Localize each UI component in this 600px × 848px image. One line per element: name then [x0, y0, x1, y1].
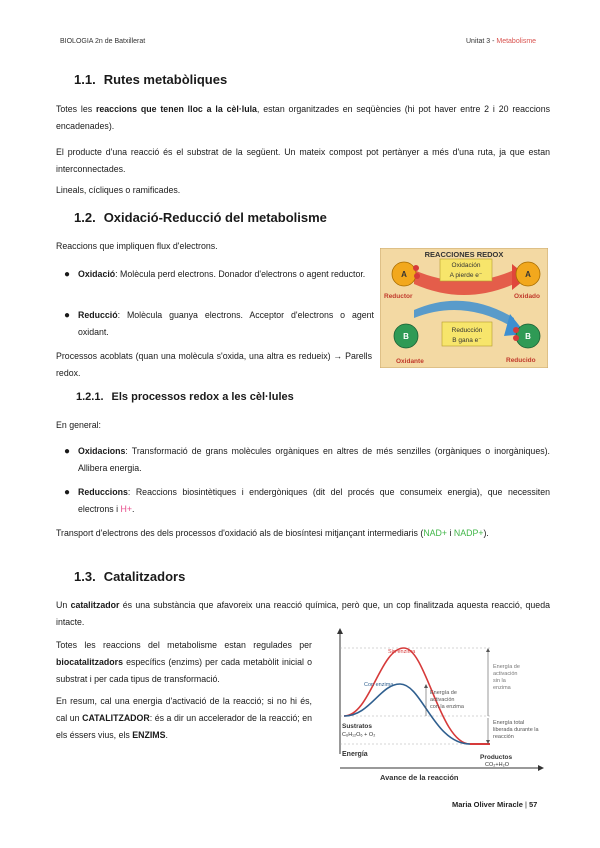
running-header-unit-prefix: Unitat 3 -	[466, 38, 497, 45]
oxidante-label: Oxidante	[396, 358, 424, 365]
ea-no-enzyme-label: Energía de activación sin la enzima	[493, 664, 520, 691]
electron-dot-icon	[413, 265, 419, 271]
productos-label: Productos	[480, 754, 513, 761]
oxidacion-label: Oxidación	[451, 262, 481, 269]
molecule-a-oxidized-letter: A	[525, 270, 531, 279]
para-transport: Transport d'electrons des dels processos d'oxidació als de biosíntesi mitjançant intermediaris (NAD+ i NADP+).	[56, 528, 489, 538]
reduccion-label: Reducción	[451, 327, 483, 334]
electron-dot-icon	[513, 327, 519, 333]
para-reactions: Totes les reaccions que tenen lloc a la cèl·lula, estan organitzades en seqüències (hi pot haver entre 2 i 20 reaccions encadenades).	[56, 104, 550, 131]
x-axis-label: Avance de la reacción	[380, 773, 459, 782]
redox-reactions-figure	[380, 248, 548, 368]
running-header-unit	[466, 38, 536, 45]
para-redox-intro: Reaccions que impliquen flux d'electrons.	[56, 241, 218, 251]
sustratos-formula: C₆H₁₂O₆ + O₂	[342, 732, 376, 738]
para-in-general: En general:	[56, 420, 101, 430]
running-header-unit-accent: Metabolisme	[496, 38, 537, 45]
para-catalyst-def: Un catalitzador és una substància que afavoreix una reacció química, però que, un cop finalitzada aquesta reacció, queda intacte.	[56, 600, 550, 627]
para-coupled: Processos acoblats (quan una molècula s'oxida, una altra es redueix) → Parells redox.	[56, 351, 372, 378]
molecule-b-letter: B	[403, 332, 409, 341]
y-axis-label: Energía	[342, 751, 368, 758]
a-pierde-label: A pierde e⁻	[449, 272, 483, 279]
molecule-a-letter: A	[401, 270, 407, 279]
oxidado-label: Oxidado	[514, 293, 541, 300]
total-energy-label: Energía total liberada durante la reacción	[493, 720, 539, 740]
sustratos-label: Sustratos	[342, 723, 372, 730]
bullet-dot-icon: ●	[64, 487, 71, 498]
bullet-dot-icon: ●	[64, 269, 71, 280]
footer-author-page: Maria Oliver Miracle | 57	[452, 800, 538, 809]
heading-1-3: 1.3. Catalitzadors	[74, 569, 186, 584]
para-biocatalysts: Totes les reaccions del metabolisme estan regulades per biocatalitzadors específics (enzims) per cada metabòlit inicial o substrat i per cada tipus de transformació.	[56, 640, 312, 684]
heading-1-1: 1.1. Rutes metabòliques	[74, 72, 228, 87]
ea-enzyme-label: Energía de activación con la enzima	[430, 690, 464, 710]
heading-1-2-1: 1.2.1. Els processos redox a les cèl·lules	[76, 391, 294, 403]
redox-title: REACCIONES REDOX	[424, 250, 504, 259]
para-product-substrate: El producte d'una reacció és el substrat de la següent. Un mateix compost pot pertànyer a més d'una ruta, ja que estan interconnectades.	[56, 147, 550, 174]
bullet-dot-icon: ●	[64, 310, 71, 321]
sin-enzima-label: Sin enzima	[388, 649, 416, 655]
reductor-label: Reductor	[384, 293, 413, 300]
bullet-oxidacions: ● Oxidacions: Transformació de grans molècules orgàniques en altres de més senzilles (orgàniques o inorgàniques). Allibera energia.	[78, 443, 550, 477]
bullet-oxidacio: ● Oxidació: Molècula perd electrons. Donador d'electrons o agent reductor.	[78, 266, 374, 283]
running-header-course: BIOLOGIA 2n de Batxillerat	[60, 38, 146, 45]
para-types: Lineals, cícliques o ramificades.	[56, 185, 181, 195]
para-summary: En resum, cal una energia d'activació de la reacció; si no hi és, cal un CATALITZADOR: és a dir un accelerador de la reacció; en els éssers vius, els ENZIMS.	[56, 696, 312, 740]
con-enzima-label: Con enzima	[364, 682, 394, 688]
bullet-reduccions: ● Reduccions: Reaccions biosintètiques i endergòniques (dit del procés que consumeix energia), que necessiten electrons i H+.	[78, 484, 550, 518]
heading-1-2: 1.2. Oxidació-Reducció del metabolisme	[74, 210, 327, 225]
bullet-reduccio: ● Reducció: Molècula guanya electrons. Acceptor d'electrons o agent oxidant.	[78, 307, 374, 341]
electron-dot-icon	[513, 335, 519, 341]
b-gana-label: B gana e⁻	[452, 337, 482, 344]
electron-dot-icon	[414, 273, 420, 279]
bullet-dot-icon: ●	[64, 446, 71, 457]
molecule-b-reduced-letter: B	[525, 332, 531, 341]
productos-formula: CO₂+H₂O	[485, 762, 509, 768]
activation-energy-figure	[330, 628, 554, 786]
reducido-label: Reducido	[506, 357, 536, 364]
